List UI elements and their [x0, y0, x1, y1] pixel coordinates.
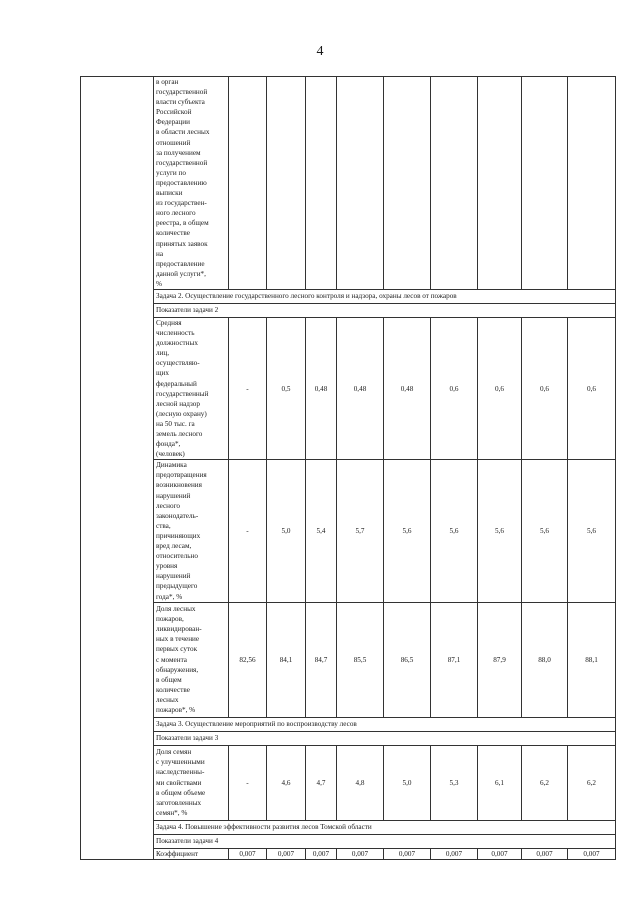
indicator-value: 6,2 — [568, 745, 616, 820]
indicator-value: 86,5 — [384, 602, 431, 717]
indicator-value: 0,007 — [306, 848, 337, 859]
indicator-value: 87,9 — [478, 602, 522, 717]
indicator-value: - — [229, 745, 267, 820]
table-row — [81, 834, 616, 848]
table-row — [81, 460, 616, 602]
indicator-value: 5,6 — [431, 460, 478, 602]
page-number: 4 — [316, 44, 324, 59]
table-row — [81, 745, 616, 820]
indicator-value: 0,48 — [337, 317, 384, 459]
indicator-value — [337, 77, 384, 290]
indicator-value: 0,5 — [267, 317, 306, 459]
indicator-value: 0,48 — [306, 317, 337, 459]
indicator-value: 0,007 — [384, 848, 431, 859]
indicator-value: 5,6 — [384, 460, 431, 602]
table-row — [81, 77, 616, 290]
indicator-value: 4,8 — [337, 745, 384, 820]
indicator-name: Коэффициент — [154, 848, 229, 859]
table-row — [81, 731, 616, 745]
indicator-value — [431, 77, 478, 290]
indicator-value: 5,6 — [522, 460, 568, 602]
indicator-value: 5,6 — [478, 460, 522, 602]
table-body — [81, 77, 616, 860]
table-row — [81, 289, 616, 303]
indicator-value: 4,6 — [267, 745, 306, 820]
indicator-value: - — [229, 460, 267, 602]
indicator-value: 5,3 — [431, 745, 478, 820]
indicator-value: 0,007 — [568, 848, 616, 859]
indicator-value: 84,1 — [267, 602, 306, 717]
indicator-value: 0,48 — [384, 317, 431, 459]
task-2-heading: Задача 2. Осуществление государственного лесного контроля и надзора, охраны лесов от пожаров — [154, 289, 616, 303]
indicator-value — [306, 77, 337, 290]
table-row — [81, 303, 616, 317]
task-3-heading: Задача 3. Осуществление мероприятий по воспроизводству лесов — [154, 717, 616, 731]
table-row — [81, 717, 616, 731]
indicator-value: 5,7 — [337, 460, 384, 602]
indicator-value: 88,0 — [522, 602, 568, 717]
indicator-value: 6,2 — [522, 745, 568, 820]
indicator-value: - — [229, 317, 267, 459]
indicator-value: 87,1 — [431, 602, 478, 717]
table-row — [81, 602, 616, 717]
indicator-value: 0,6 — [568, 317, 616, 459]
indicator-value: 0,007 — [522, 848, 568, 859]
indicator-name: Средняя численность должностных лиц, осуществляю- щих федеральный государственный лесной надзор (лесную охрану) на 50 тыс. га земель лесного фонда*, (человек) — [154, 317, 229, 459]
indicator-value — [384, 77, 431, 290]
indicator-value: 85,5 — [337, 602, 384, 717]
task-4-heading: Задача 4. Повышение эффективности развития лесов Томской области — [154, 820, 616, 834]
task-3-indicators-heading: Показатели задачи 3 — [154, 731, 616, 745]
indicator-value: 5,0 — [384, 745, 431, 820]
task-4-indicators-heading: Показатели задачи 4 — [154, 834, 616, 848]
indicator-value: 88,1 — [568, 602, 616, 717]
indicator-name: в орган государственной власти субъекта Российской Федерации в области лесных отношений за получением государственной услуги по предоставлению выписки из государствен- ного лесного реестра, в общем количестве принятых заявок на предоставление данной услуги*, % — [154, 77, 229, 290]
indicator-value: 84,7 — [306, 602, 337, 717]
table-row — [81, 848, 616, 859]
indicator-value: 0,6 — [431, 317, 478, 459]
indicator-value: 0,007 — [267, 848, 306, 859]
table-row — [81, 820, 616, 834]
table-row — [81, 317, 616, 459]
indicator-value: 5,6 — [568, 460, 616, 602]
indicator-name: Динамика предотвращения возникновения нарушений лесного законодатель- ства, причиняющих вред лесам, относительно уровня нарушений предыдущего года*, % — [154, 460, 229, 602]
indicator-value: 0,007 — [431, 848, 478, 859]
indicator-value: 0,007 — [478, 848, 522, 859]
indicator-value — [229, 77, 267, 290]
indicator-value: 5,4 — [306, 460, 337, 602]
indicator-value: 5,0 — [267, 460, 306, 602]
indicator-value — [267, 77, 306, 290]
indicators-table — [80, 76, 616, 860]
task-2-indicators-heading: Показатели задачи 2 — [154, 303, 616, 317]
indicator-value — [478, 77, 522, 290]
indicator-value: 82,56 — [229, 602, 267, 717]
indicator-value: 6,1 — [478, 745, 522, 820]
indicator-value — [568, 77, 616, 290]
indicator-value: 0,6 — [478, 317, 522, 459]
empty-left-column — [81, 77, 154, 860]
indicator-value: 0,007 — [337, 848, 384, 859]
indicator-value: 0,6 — [522, 317, 568, 459]
indicator-name: Доля лесных пожаров, ликвидирован- ных в течение первых суток с момента обнаружения, в общем количестве лесных пожаров*, % — [154, 602, 229, 717]
indicator-value: 0,007 — [229, 848, 267, 859]
indicator-name: Доля семян с улучшенными наследственны- ми свойствами в общем объеме заготовленных семян*, % — [154, 745, 229, 820]
indicator-value: 4,7 — [306, 745, 337, 820]
indicator-value — [522, 77, 568, 290]
